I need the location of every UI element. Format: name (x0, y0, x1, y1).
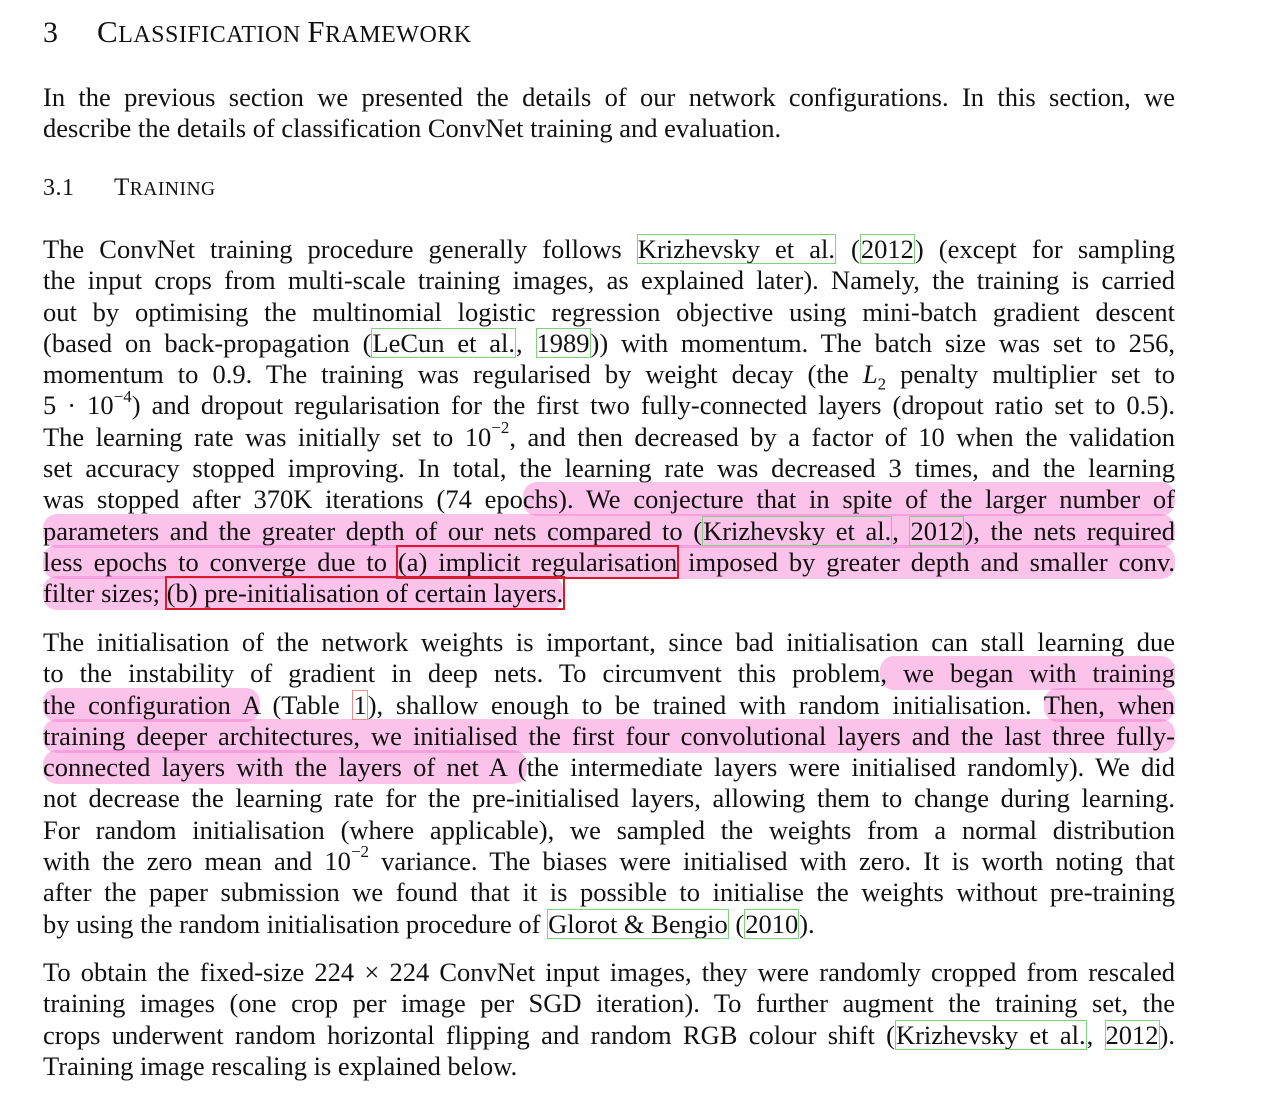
subsection-heading: 3.1 TRAINING (43, 174, 216, 201)
citation-link[interactable]: Krizhevsky et al. (637, 234, 835, 264)
citation-link[interactable]: LeCun et al. (372, 327, 516, 358)
section-heading: 3 CLASSIFICATION FRAMEWORK (43, 14, 472, 49)
highlight-annotation: Then, when (1043, 689, 1175, 720)
training-paragraph-1: The ConvNet training procedure generally follows Krizhevsky et al. (2012) (except for sampling the input crops from multi-scale training images, as explained later). Namely, the training is carried out by optimising the multinomial logistic regression objective using mini-batch gradient descent (based on back-propagation (LeCun et al., 1989)) with momentum. The batch size was set to 256, momentum to 0.9. The training was regularised by weight decay (the $L_2$ penalty multiplier set to $5 \cdot 10^{-4}$) and dropout regularisation for the first two fully-connected layers (dropout ratio set to 0.5). The learning rate was initially set to $10^{-2}$, and then decreased by a factor of 10 when the validation set accuracy stopped improving. In total, the learning rate was decreased 3 times, and the learning was stopped after 370K iterations (74 epochs). We conjecture that in spite of the larger number of parameters and the greater depth of our nets compared to (Krizhevsky et al., 2012), the nets required less epochs to converge due to (a) implicit regularisation imposed by greater depth and smaller conv. filter sizes; (b) pre-initialisation of certain layers. (43, 234, 1176, 609)
subsection-number: 3.1 (43, 175, 75, 201)
highlight-annotation: the configuration A (43, 689, 260, 720)
citation-year-link[interactable]: 2012 (910, 515, 964, 546)
intro-paragraph: In the previous section we presented the details of our network configurations. In this section, we describe the details of classification ConvNet training and evaluation. (43, 82, 1175, 144)
citation-link[interactable]: Krizhevsky et al. (703, 515, 892, 546)
highlight-annotation: training deeper architectures, we initialised the first four convolutional layers and the last three fully- (43, 720, 1175, 751)
section-number: 3 (43, 16, 59, 49)
citation-year-link[interactable]: 2012 (860, 234, 914, 264)
highlight-annotation: , we began with training (880, 658, 1175, 689)
training-paragraph-2: The initialisation of the network weights is important, since bad initialisation can stall learning due to the instability of gradient in deep nets. To circumvent this problem, we began with training the configuration A (Table 1), shallow enough to be trained with random initialisation. Then, when training deeper architectures, we initialised the first four convolutional layers and the last three fully- connected layers with the layers of net A (the intermediate layers were initialised randomly). We did not decrease the learning rate for the pre-initialised layers, allowing them to change during learning. For random initialisation (where applicable), we sampled the weights from a normal distribution with the zero mean and $10^{-2}$ variance. The biases were initialised with zero. It is worth noting that after the paper submission we found that it is possible to initialise the weights without pre-training by using the random initialisation procedure of Glorot & Bengio (2010). (43, 627, 1176, 939)
citation-year-link[interactable]: 2012 (1105, 1019, 1159, 1050)
highlight-annotation: less epochs to converge due to (a) implicit regularisation imposed by greater depth and smaller conv. (43, 546, 1175, 577)
citation-year-link[interactable]: 2010 (745, 908, 799, 939)
citation-link[interactable]: Krizhevsky et al. (895, 1019, 1086, 1050)
citation-year-link[interactable]: 1989 (536, 327, 590, 358)
table-reference-link[interactable]: 1 (353, 689, 367, 720)
highlight-annotation: chs). We conjecture that in spite of the larger number of (522, 484, 1175, 515)
citation-link[interactable]: Glorot & Bengio (548, 908, 728, 939)
red-box-annotation: (b) pre-initialisation of certain layers. (166, 578, 564, 609)
training-paragraph-3: To obtain the fixed-size 224 × 224 ConvNet input images, they were randomly cropped from rescaled training images (one crop per image per SGD iteration). To further augment the training set, the crops underwent random horizontal flipping and random RGB colour shift (Krizhevsky et al., 2012). Training image rescaling is explained below. (43, 957, 1175, 1081)
red-box-annotation: (a) implicit regularisation (397, 546, 678, 577)
highlight-annotation: connected layers with the layers of net A ( (43, 752, 527, 783)
highlight-annotation: filter sizes; (b) pre-initialisation of certain layers. (43, 578, 564, 609)
highlight-annotation: parameters and the greater depth of our nets compared to (Krizhevsky et al., 2012), the nets required (43, 515, 1175, 546)
